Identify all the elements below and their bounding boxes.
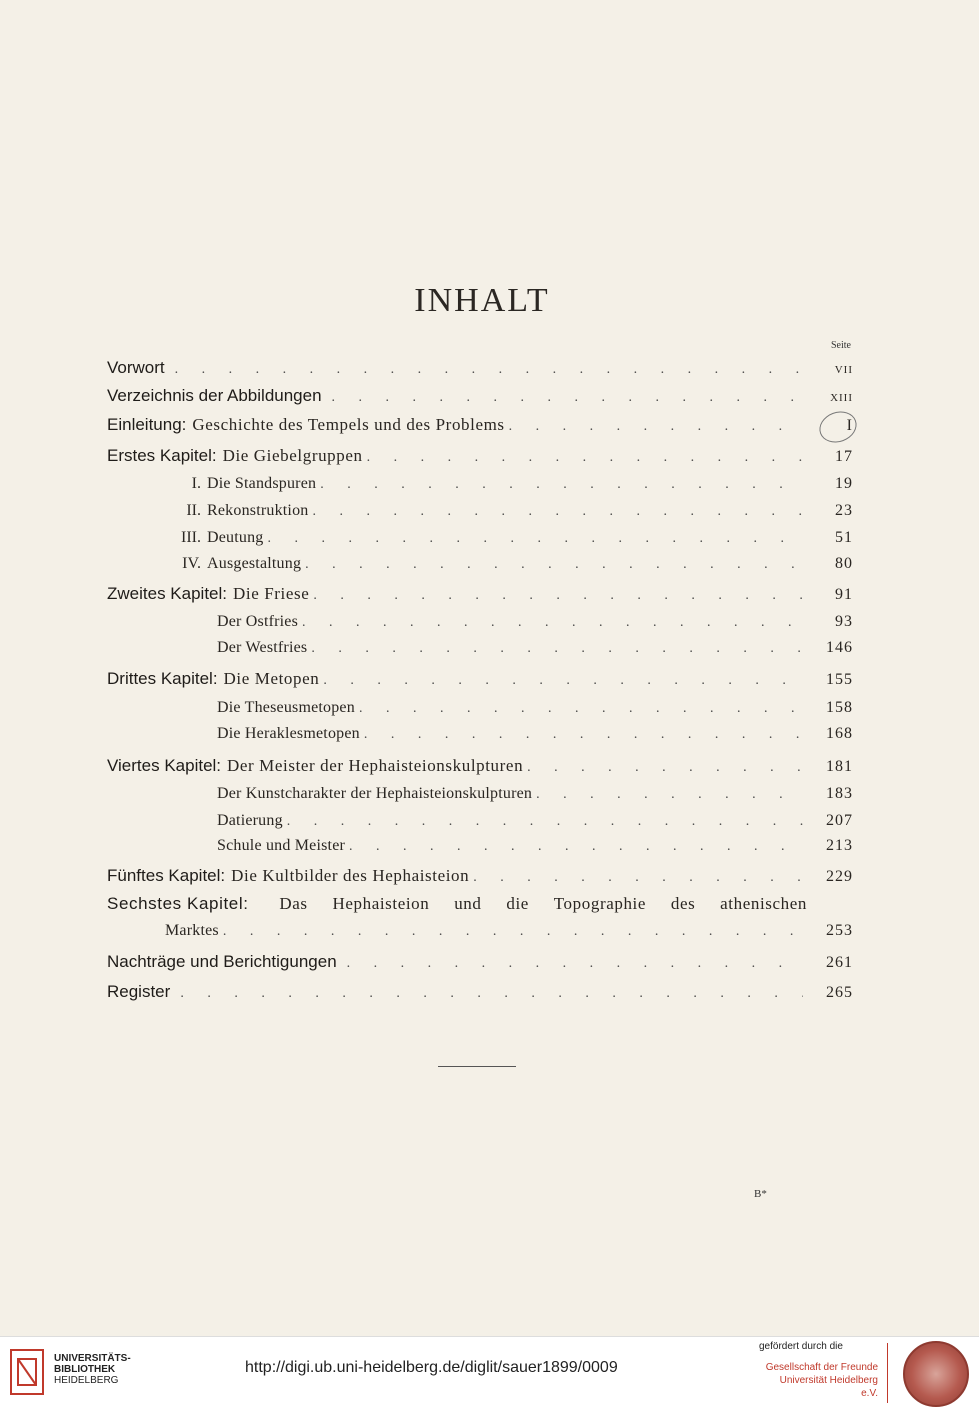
toc-entry-wrapped[interactable] — [107, 894, 807, 914]
library-name-line2: BIBLIOTHEK — [54, 1364, 116, 1375]
toc-entry-label: Die Metopen — [223, 669, 320, 688]
toc-entry-heading: Viertes Kapitel: — [107, 756, 222, 775]
leader-dots — [313, 588, 803, 604]
toc-entry[interactable] — [217, 639, 853, 663]
toc-entry-heading: Einleitung: — [107, 415, 187, 434]
toc-entry-numeral: IV. — [182, 555, 201, 572]
permalink-url[interactable]: http://digi.ub.uni-heidelberg.de/diglit/sauer1899/0009 — [245, 1359, 618, 1376]
university-seal-icon — [903, 1341, 969, 1407]
toc-entry-label: Der Meister der Hephaisteionskulpturen — [227, 756, 524, 775]
toc-entry-heading: Fünftes Kapitel: — [107, 866, 226, 885]
leader-dots — [311, 641, 803, 657]
page-column-header: Seite — [831, 340, 851, 351]
toc-entry-heading: Vorwort — [107, 358, 165, 377]
toc-entry-heading: Register — [107, 982, 171, 1001]
toc-entry-heading: Drittes Kapitel: — [107, 669, 218, 688]
toc-entry[interactable] — [217, 785, 853, 809]
toc-entry-page: 23 — [835, 502, 853, 519]
toc-entry-label: Der Westfries — [217, 639, 308, 656]
toc-entry[interactable] — [107, 358, 853, 382]
toc-entry[interactable] — [217, 699, 853, 723]
leader-dots — [347, 956, 803, 972]
leader-dots — [287, 814, 803, 830]
toc-entry-label: Die Standspuren — [207, 475, 317, 492]
leader-dots — [509, 419, 803, 435]
library-name-line3: HEIDELBERG — [54, 1375, 119, 1386]
sponsor-prefix: gefördert durch die — [759, 1341, 843, 1352]
leader-dots — [180, 986, 803, 1002]
toc-entry-word: und — [454, 894, 482, 913]
leader-dots — [223, 924, 803, 940]
toc-entry[interactable] — [107, 866, 853, 890]
toc-entry-numeral: II. — [186, 502, 201, 519]
toc-entry[interactable] — [107, 386, 853, 410]
toc-entry-page: 51 — [835, 529, 853, 546]
toc-entry[interactable] — [171, 475, 853, 499]
toc-entry-heading: Erstes Kapitel: — [107, 446, 217, 465]
toc-entry-word: Das — [279, 894, 308, 913]
toc-entry-page: 80 — [835, 555, 853, 572]
toc-entry-word: die — [506, 894, 529, 913]
toc-entry-page: 158 — [826, 699, 853, 716]
toc-entry-page: 207 — [826, 812, 853, 829]
leader-dots — [302, 615, 803, 631]
toc-entry-page: 265 — [826, 984, 853, 1001]
sponsor-name[interactable] — [762, 1361, 878, 1400]
leader-dots — [312, 504, 803, 520]
toc-entry-numeral: III. — [181, 529, 201, 546]
toc-entry[interactable] — [217, 613, 853, 637]
leader-dots — [175, 362, 803, 378]
closing-rule — [438, 1066, 516, 1067]
toc-entry-page: 19 — [835, 475, 853, 492]
leader-dots — [268, 531, 803, 547]
sponsor-line2: Universität Heidelberg e.V. — [779, 1375, 878, 1399]
toc-entry-page: VII — [834, 364, 853, 376]
toc-entry-label: Der Ostfries — [217, 613, 299, 630]
toc-entry-page: 155 — [826, 671, 853, 688]
toc-entry[interactable] — [107, 669, 853, 693]
leader-dots — [367, 450, 803, 466]
toc-entry-label: Die Friese — [233, 584, 310, 603]
leader-dots — [536, 787, 803, 803]
leader-dots — [332, 390, 803, 406]
toc-entry[interactable] — [107, 446, 853, 470]
toc-entry-label: Datierung — [217, 812, 283, 829]
library-name — [54, 1353, 131, 1386]
toc-entry-label: Deutung — [207, 529, 264, 546]
toc-entry-word: athenischen — [720, 894, 807, 913]
toc-entry-numeral: I. — [191, 475, 201, 492]
toc-entry[interactable] — [171, 502, 853, 526]
toc-entry-label: Die Heraklesmetopen — [217, 725, 360, 742]
toc-entry-page: XIII — [830, 392, 853, 404]
viewer-footer — [0, 1336, 979, 1408]
leader-dots — [349, 839, 803, 855]
toc-entry[interactable] — [107, 952, 853, 976]
leader-dots — [320, 477, 803, 493]
toc-entry-label: Marktes — [165, 922, 219, 939]
toc-entry-word: Topographie — [553, 894, 647, 913]
leader-dots — [323, 673, 803, 689]
library-logo-icon — [10, 1349, 44, 1395]
sponsor-line1: Gesellschaft der Freunde — [765, 1362, 878, 1373]
toc-entry-label: Die Kultbilder des Hephaisteion — [231, 866, 470, 885]
toc-entry-heading: Sechstes Kapitel: — [107, 894, 249, 913]
toc-entry-heading: Verzeichnis der Abbildungen — [107, 386, 322, 405]
toc-entry[interactable] — [171, 529, 853, 553]
toc-entry[interactable] — [165, 922, 853, 946]
toc-entry-label: Die Giebelgruppen — [222, 446, 363, 465]
toc-entry[interactable] — [107, 982, 853, 1006]
toc-entry[interactable] — [217, 725, 853, 749]
toc-entry-word: des — [670, 894, 696, 913]
toc-entry-page: I — [846, 417, 853, 434]
leader-dots — [527, 760, 803, 776]
toc-entry-heading: Zweites Kapitel: — [107, 584, 227, 603]
toc-entry[interactable] — [107, 415, 853, 439]
toc-entry-page: 253 — [826, 922, 853, 939]
leader-dots — [473, 870, 803, 886]
toc-entry[interactable] — [217, 837, 853, 861]
toc-entry[interactable] — [107, 756, 853, 780]
toc-entry[interactable] — [107, 584, 853, 608]
toc-entry-page: 181 — [826, 758, 853, 775]
toc-entry-page: 168 — [826, 725, 853, 742]
leader-dots — [359, 701, 803, 717]
toc-entry-word: Hephaisteion — [332, 894, 430, 913]
toc-entry-label: Der Kunstcharakter der Hephaisteionskulpturen — [217, 785, 533, 802]
toc-entry-page: 213 — [826, 837, 853, 854]
toc-entry-label: Rekonstruktion — [207, 502, 309, 519]
toc-entry-page: 261 — [826, 954, 853, 971]
toc-entry-page: 91 — [835, 586, 853, 603]
toc-entry[interactable] — [217, 812, 853, 836]
toc-entry-label: Ausgestaltung — [207, 555, 302, 572]
leader-dots — [305, 557, 803, 573]
toc-entry-label: Schule und Meister — [217, 837, 346, 854]
toc-entry-page: 183 — [826, 785, 853, 802]
toc-entry-label: Die Theseusmetopen — [217, 699, 355, 716]
leader-dots — [364, 727, 803, 743]
footer-divider — [887, 1343, 888, 1403]
toc-entry[interactable] — [171, 555, 853, 579]
toc-entry-page: 146 — [826, 639, 853, 656]
toc-entry-heading: Nachträge und Berichtigungen — [107, 952, 337, 971]
page-title: INHALT — [414, 282, 550, 319]
signature-mark: B* — [754, 1188, 767, 1200]
toc-entry-label: Geschichte des Tempels und des Problems — [192, 415, 505, 434]
toc-entry-page: 93 — [835, 613, 853, 630]
toc-entry-page: 17 — [835, 448, 853, 465]
toc-entry-page: 229 — [826, 868, 853, 885]
library-name-line1: UNIVERSITÄTS- — [54, 1353, 131, 1364]
